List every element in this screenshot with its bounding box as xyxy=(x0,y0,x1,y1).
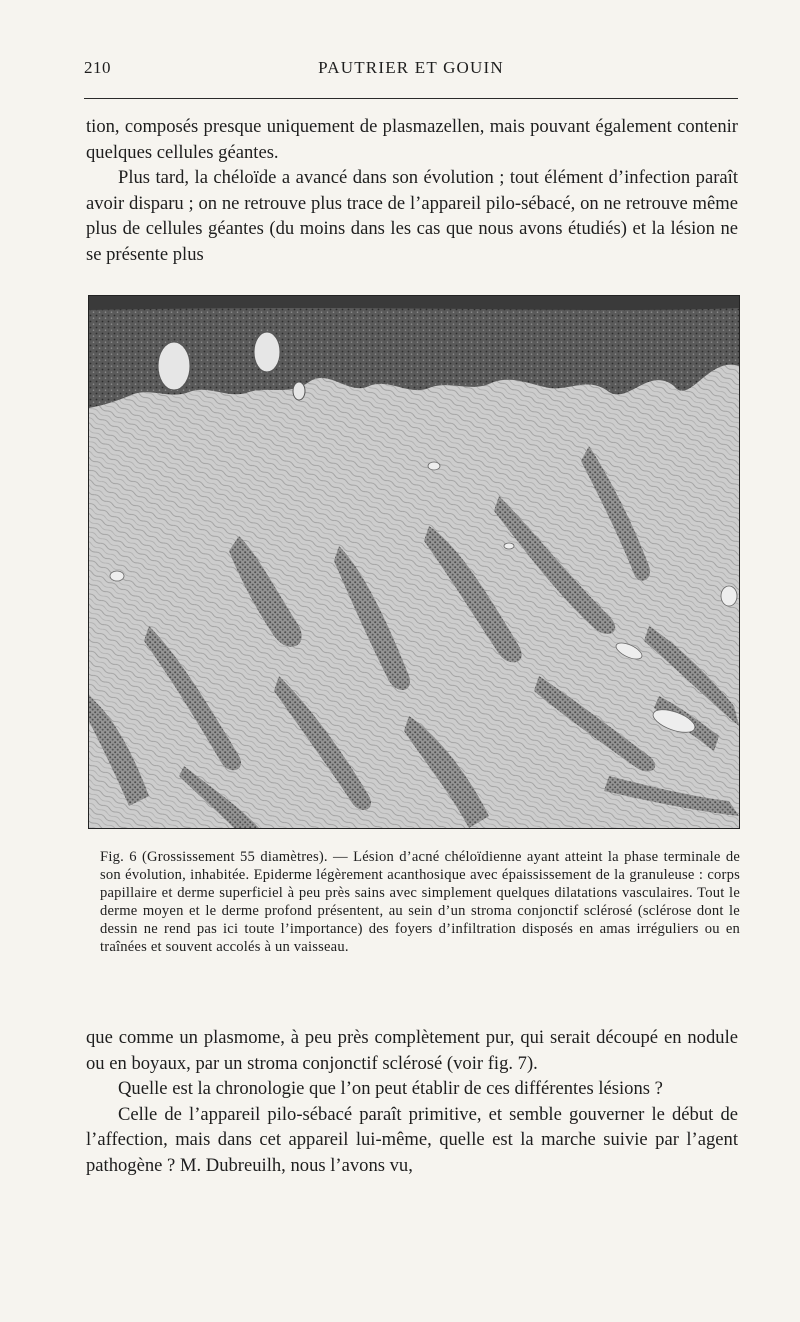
running-head: PAUTRIER ET GOUIN xyxy=(318,58,504,77)
paragraph: Celle de l’appareil pilo-sébacé paraît primitive, et semble gouverner le début de l’affection, mais dans cet appareil lui-même, quelle est la marche suivie par l’agent pathogène ? M. Dubreuilh, nous l’avons vu, xyxy=(86,1103,738,1176)
page-header xyxy=(84,58,738,90)
bottom-text-block xyxy=(86,1025,738,1178)
paragraph: Quelle est la chronologie que l’on peut établir de ces différentes lésions ? xyxy=(118,1078,663,1099)
paragraph: que comme un plasmome, à peu près complètement pur, qui serait découpé en nodule ou en boyaux, par un stroma conjonctif sclérosé (voir fig. 7). xyxy=(86,1027,738,1074)
figure-caption xyxy=(100,848,740,956)
paragraph: Plus tard, la chéloïde a avancé dans son évolution ; tout élément d’infection paraît avoir disparu ; on ne retrouve plus trace de l’appareil pilo-sébacé, on ne retrouve même plus de cellules géantes (du moins dans les cas que nous avons étudiés) et la lésion ne se présente plus xyxy=(86,167,738,265)
histology-figure xyxy=(88,295,740,829)
top-text-block xyxy=(86,114,738,267)
header-rule xyxy=(84,98,738,99)
figure-label: Fig. 6 xyxy=(100,849,137,865)
page-number: 210 xyxy=(84,58,111,77)
paragraph: tion, composés presque uniquement de plasmazellen, mais pouvant également contenir quelques cellules géantes. xyxy=(86,116,738,163)
figure-caption-text: (Grossissement 55 diamètres). — Lésion d’acné chéloïdienne ayant atteint la phase terminale de son évolution, inhabitée. Epiderme légèrement acanthosique avec épaississement de la granuleuse : corps papillaire et derme superficiel à peu près sains avec simplement quelques dilatations vasculaires. Tout le derme moyen et le derme profond présentent, au sein d’un stroma conjonctif sclérosé (sclérose dont le dessin ne rend pas ici toute l’importance) des foyers d’infiltration disposés en amas irréguliers ou en traînées et souvent accolés à un vaisseau. xyxy=(100,849,740,955)
